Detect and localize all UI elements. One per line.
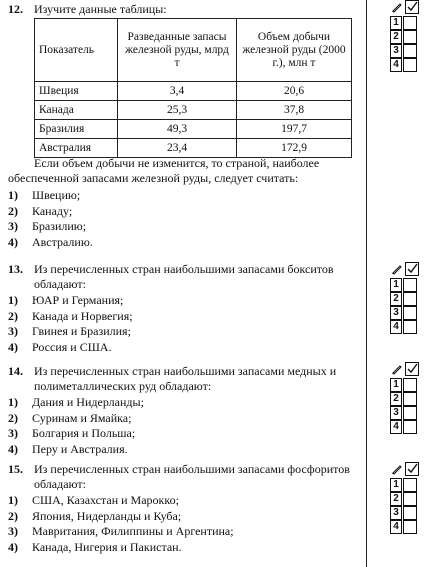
answer-option[interactable] (8, 340, 360, 356)
answer-box-group-13 (375, 262, 435, 334)
answer-box[interactable] (375, 58, 435, 72)
table-cell: 25,3 (118, 101, 237, 120)
question-14 (8, 364, 360, 457)
pen-icon (391, 1, 403, 13)
answer-icons (375, 262, 435, 278)
answer-box-number: 1 (390, 478, 402, 492)
question-13-header (8, 262, 360, 292)
options-list (8, 395, 360, 457)
question-12-body (8, 156, 360, 250)
answer-box-number: 2 (390, 292, 402, 306)
check-box-icon (405, 462, 419, 476)
table-cell: 37,8 (237, 101, 352, 120)
table-header-cell: Разведанные запасы железной руды, млрд т (118, 19, 237, 82)
option-number: 1) (8, 293, 18, 307)
iron-ore-table (34, 18, 352, 158)
pen-icon (391, 263, 403, 275)
answer-box-number: 3 (390, 506, 402, 520)
option-number: 4) (8, 234, 18, 249)
table-row (35, 120, 352, 139)
answer-option[interactable] (8, 235, 360, 251)
option-number: 3) (8, 426, 18, 440)
answer-icons (375, 362, 435, 378)
answer-option[interactable] (8, 309, 360, 325)
answer-box-group-14 (375, 362, 435, 434)
answer-checkbox[interactable] (403, 378, 417, 392)
option-text: Мавритания, Филиппины и Аргентина; (32, 524, 234, 538)
option-text: Япония, Нидерланды и Куба; (32, 508, 182, 523)
answer-box[interactable] (375, 44, 435, 58)
question-15-header (8, 462, 360, 492)
question-text: Из перечисленных стран наибольшими запасами бокситов обладают: (34, 262, 334, 291)
answer-box-number: 3 (390, 306, 402, 320)
option-text: Дания и Нидерланды; (32, 395, 144, 409)
pen-icon (391, 463, 403, 475)
answer-box[interactable] (375, 506, 435, 520)
answer-checkbox[interactable] (403, 506, 417, 520)
option-number: 3) (8, 219, 18, 233)
answer-box[interactable] (375, 520, 435, 534)
options-list (8, 493, 360, 555)
check-box-icon (405, 262, 419, 276)
option-number: 2) (8, 203, 18, 218)
answer-box[interactable] (375, 292, 435, 306)
option-text: Россия и США. (32, 339, 112, 354)
options-list (8, 188, 360, 250)
answer-box[interactable] (375, 30, 435, 44)
option-number: 1) (8, 493, 18, 507)
pen-icon (391, 363, 403, 375)
answer-option[interactable] (8, 411, 360, 427)
question-15 (8, 462, 360, 555)
answer-box[interactable] (375, 406, 435, 420)
table-cell: Канада (35, 101, 118, 120)
answer-option[interactable] (8, 524, 360, 540)
question-number: 12. (8, 2, 23, 16)
question-number: 15. (8, 462, 23, 476)
table-cell: Швеция (35, 82, 118, 101)
answer-box[interactable] (375, 392, 435, 406)
option-text: Перу и Австралия. (32, 441, 128, 456)
question-12-header (8, 2, 360, 17)
answer-option[interactable] (8, 540, 360, 556)
answer-option[interactable] (8, 219, 360, 235)
option-number: 4) (8, 339, 18, 354)
answer-box[interactable] (375, 378, 435, 392)
answer-option[interactable] (8, 426, 360, 442)
table-cell: 20,6 (237, 82, 352, 101)
question-text: Если объем добычи не изменится, то страной, наиболее обеспеченной запасами железной руды, следует считать: (8, 156, 320, 185)
answer-box-number: 2 (390, 492, 402, 506)
answer-icons (375, 0, 435, 16)
option-text: ЮАР и Германия; (32, 293, 124, 307)
option-number: 4) (8, 441, 18, 456)
answer-box-group-15 (375, 462, 435, 534)
answer-box-number: 4 (390, 420, 402, 434)
answer-checkbox[interactable] (403, 16, 417, 30)
table-cell: Австралия (35, 139, 118, 158)
table-cell: 3,4 (118, 82, 237, 101)
question-prompt: Изучите данные таблицы: (34, 2, 167, 16)
answer-box-number: 1 (390, 278, 402, 292)
check-box-icon (405, 362, 419, 376)
answer-checkbox[interactable] (403, 420, 417, 434)
answer-checkbox[interactable] (403, 320, 417, 334)
answer-checkbox[interactable] (403, 392, 417, 406)
answer-box[interactable] (375, 420, 435, 434)
option-number: 2) (8, 410, 18, 425)
answer-checkbox[interactable] (403, 478, 417, 492)
question-text: Из перечисленных стран наибольшими запасами фосфоритов обладают: (34, 462, 350, 491)
answer-icons (375, 462, 435, 478)
question-number: 13. (8, 262, 23, 276)
answer-checkbox[interactable] (403, 44, 417, 58)
option-number: 4) (8, 539, 18, 554)
answer-box[interactable] (375, 320, 435, 334)
answer-box-number: 4 (390, 58, 402, 72)
answer-column-divider (366, 0, 367, 567)
answer-checkbox[interactable] (403, 492, 417, 506)
answer-option[interactable] (8, 493, 360, 509)
table-cell: 49,3 (118, 120, 237, 139)
answer-box-number: 4 (390, 520, 402, 534)
answer-option[interactable] (8, 324, 360, 340)
answer-box-number: 1 (390, 378, 402, 392)
answer-option[interactable] (8, 442, 360, 458)
check-box-icon (405, 0, 419, 14)
answer-box-number: 3 (390, 44, 402, 58)
table-cell: 197,7 (237, 120, 352, 139)
answer-box-number: 2 (390, 392, 402, 406)
option-number: 1) (8, 395, 18, 409)
question-12 (8, 2, 360, 17)
answer-box[interactable] (375, 16, 435, 30)
answer-option[interactable] (8, 188, 360, 204)
answer-box-number: 2 (390, 30, 402, 44)
answer-box[interactable] (375, 492, 435, 506)
table-header-row (35, 19, 352, 82)
option-text: Канада, Нигерия и Пакистан. (32, 539, 182, 554)
answer-box-group-12 (375, 0, 435, 72)
option-number: 3) (8, 524, 18, 538)
answer-checkbox[interactable] (403, 520, 417, 534)
option-text: Канада и Норвегия; (32, 308, 133, 323)
answer-box-number: 4 (390, 320, 402, 334)
question-14-header (8, 364, 360, 394)
option-text: Болгария и Польша; (32, 426, 136, 440)
table-header-cell: Показатель (35, 19, 118, 82)
answer-checkbox[interactable] (403, 292, 417, 306)
answer-checkbox[interactable] (403, 30, 417, 44)
answer-box[interactable] (375, 278, 435, 292)
table-cell: 23,4 (118, 139, 237, 158)
table-row (35, 82, 352, 101)
question-number: 14. (8, 364, 23, 378)
answer-box[interactable] (375, 306, 435, 320)
option-text: Гвинея и Бразилия; (32, 324, 131, 338)
answer-option[interactable] (8, 293, 360, 309)
answer-checkbox[interactable] (403, 278, 417, 292)
answer-checkbox[interactable] (403, 406, 417, 420)
answer-checkbox[interactable] (403, 58, 417, 72)
question-13 (8, 262, 360, 355)
option-number: 1) (8, 188, 18, 202)
answer-option[interactable] (8, 204, 360, 220)
answer-box-number: 1 (390, 16, 402, 30)
option-number: 2) (8, 308, 18, 323)
table-cell: 172,9 (237, 139, 352, 158)
option-number: 2) (8, 508, 18, 523)
answer-option[interactable] (8, 509, 360, 525)
answer-checkbox[interactable] (403, 306, 417, 320)
answer-box[interactable] (375, 478, 435, 492)
table-row (35, 101, 352, 120)
option-number: 3) (8, 324, 18, 338)
table-header-cell: Объем добычи железной руды (2000 г.), млн т (237, 19, 352, 82)
answer-option[interactable] (8, 395, 360, 411)
option-text: США, Казахстан и Марокко; (32, 493, 179, 507)
table-row (35, 139, 352, 158)
options-list (8, 293, 360, 355)
option-text: Швецию; (32, 188, 81, 202)
answer-box-number: 3 (390, 406, 402, 420)
table-cell: Бразилия (35, 120, 118, 139)
option-text: Суринам и Ямайка; (32, 410, 132, 425)
option-text: Бразилию; (32, 219, 87, 233)
option-text: Австралию. (32, 234, 93, 249)
option-text: Канаду; (32, 203, 73, 218)
question-text: Из перечисленных стран наибольшими запасами медных и полиметаллических руд обладают: (34, 364, 337, 393)
